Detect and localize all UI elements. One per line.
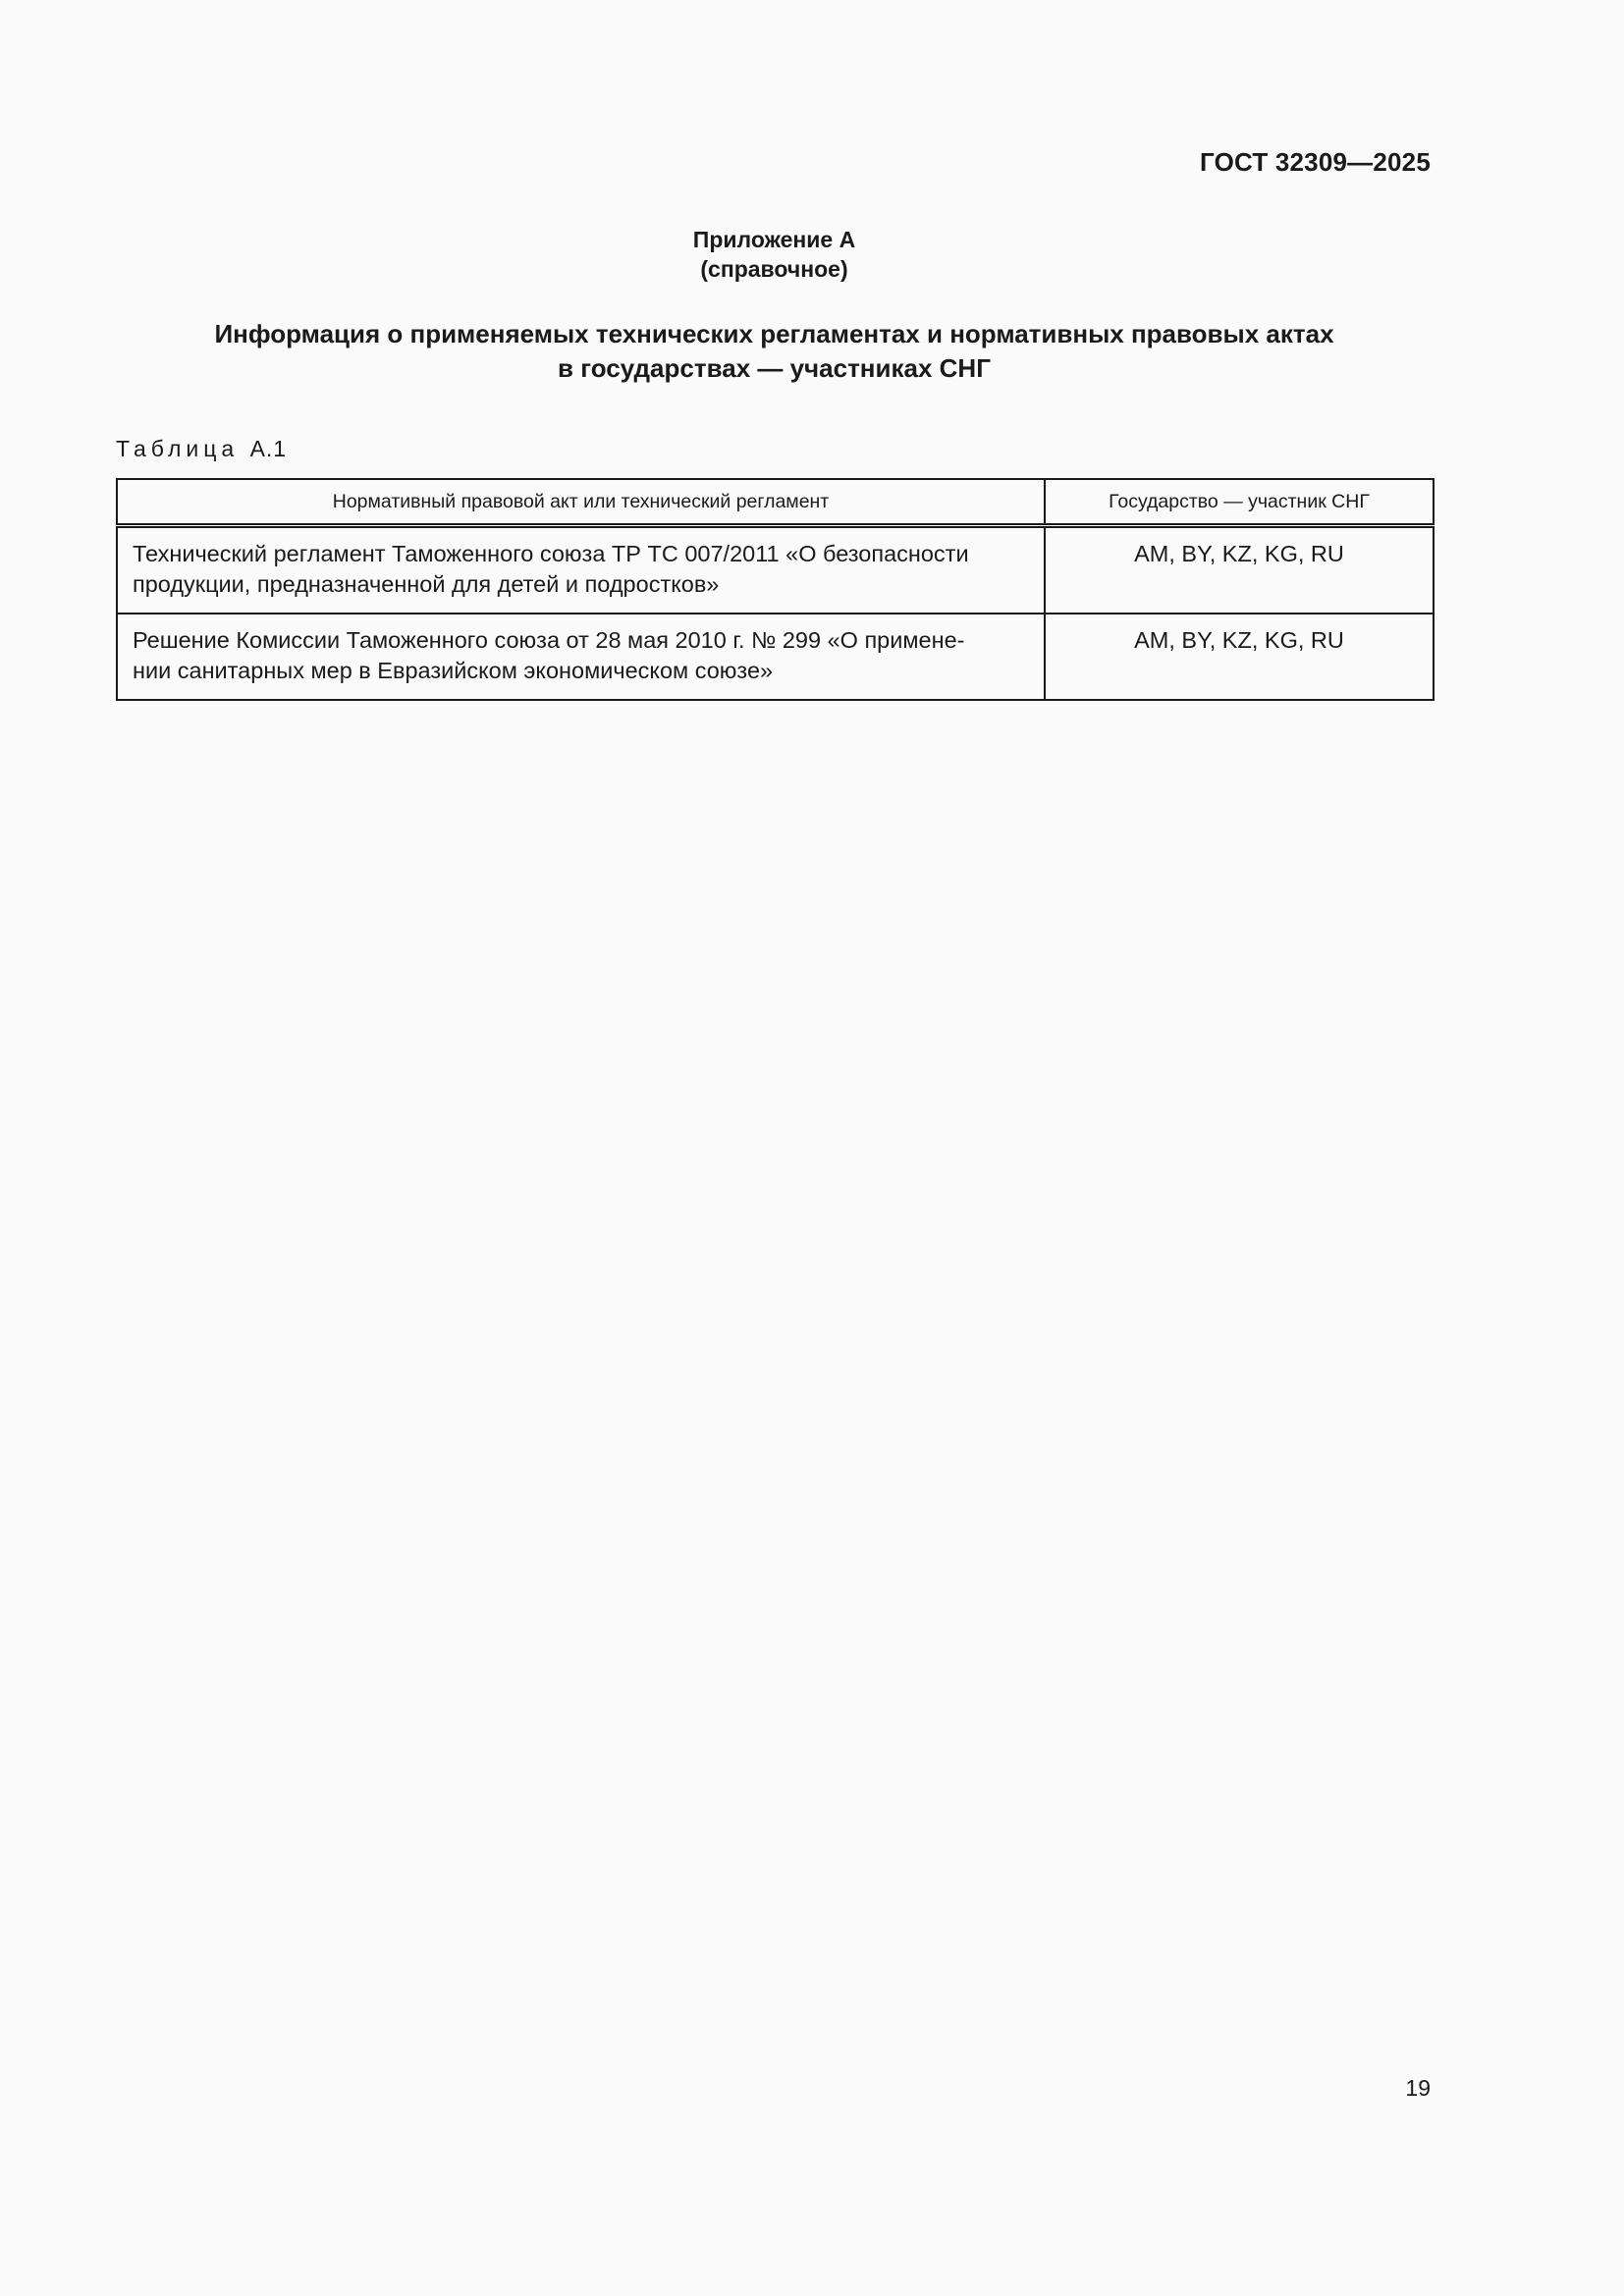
section-title bbox=[0, 317, 1548, 386]
act-cell bbox=[117, 526, 1045, 614]
table-caption-label: Таблица bbox=[116, 436, 240, 461]
states-cell: AM, BY, KZ, KG, RU bbox=[1045, 614, 1434, 700]
appendix-heading bbox=[0, 225, 1548, 284]
header-cell-state: Государство — участник СНГ bbox=[1045, 479, 1434, 526]
act-text-line: нии санитарных мер в Евразийском экономическом союзе» bbox=[133, 658, 774, 683]
document-code: ГОСТ 32309—2025 bbox=[1200, 147, 1431, 177]
section-title-line-2: в государствах — участниках СНГ bbox=[558, 353, 991, 383]
page-number: 19 bbox=[1405, 2075, 1431, 2101]
appendix-title: Приложение А bbox=[692, 227, 856, 252]
regulations-table bbox=[116, 478, 1435, 701]
table-caption-number: А.1 bbox=[249, 436, 288, 461]
table-caption bbox=[116, 436, 287, 462]
table-row bbox=[117, 526, 1434, 614]
states-cell: AM, BY, KZ, KG, RU bbox=[1045, 526, 1434, 614]
table-header-row bbox=[117, 479, 1434, 526]
act-text-line: продукции, предназначенной для детей и подростков» bbox=[133, 571, 720, 597]
header-cell-act: Нормативный правовой акт или технический регламент bbox=[117, 479, 1045, 526]
act-text-line: Технический регламент Таможенного союза ТР ТС 007/2011 «О безопасности bbox=[133, 541, 969, 566]
act-text-line: Решение Комиссии Таможенного союза от 28 мая 2010 г. № 299 «О примене- bbox=[133, 627, 965, 653]
appendix-subtitle: (справочное) bbox=[700, 256, 848, 282]
table-row bbox=[117, 614, 1434, 700]
section-title-line-1: Информация о применяемых технических регламентах и нормативных правовых актах bbox=[214, 319, 1334, 348]
act-cell bbox=[117, 614, 1045, 700]
